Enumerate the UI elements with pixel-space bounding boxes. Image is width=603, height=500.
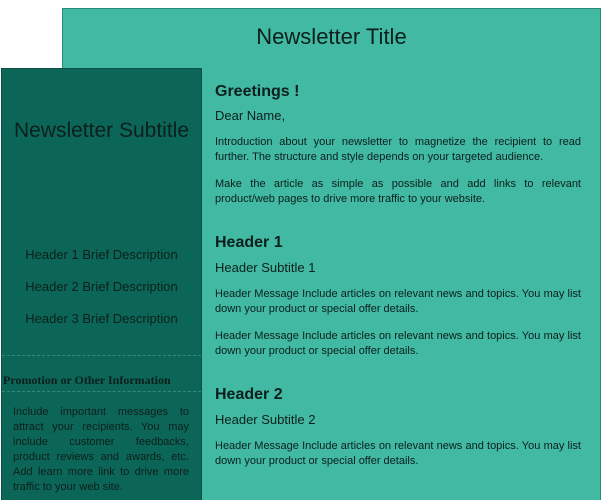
sidebar-item-header-1[interactable]: Header 1 Brief Description [25, 247, 178, 262]
section-header: Header 1 [215, 234, 283, 251]
sidebar-divider [2, 355, 201, 356]
sidebar-item-header-3[interactable]: Header 3 Brief Description [25, 311, 178, 326]
section-message: Header Message Include articles on relevant news and topics. You may list down your product or special offer details. [215, 330, 581, 357]
promo-title: Promotion or Other Information [3, 373, 171, 387]
newsletter-title: Newsletter Title [256, 24, 407, 49]
sidebar-nav [2, 247, 201, 343]
sidebar-item-header-2[interactable]: Header 2 Brief Description [25, 279, 178, 294]
main-content [215, 82, 581, 469]
sidebar-divider [2, 391, 201, 392]
greeting-heading: Greetings ! [215, 83, 300, 100]
section-subtitle: Header Subtitle 2 [215, 412, 316, 427]
section-header: Header 2 [215, 386, 283, 403]
sidebar [1, 68, 202, 500]
intro-paragraph: Introduction about your newsletter to magnetize the recipient to read further. The structure and style depends on your targeted audience. [215, 136, 581, 163]
section-message: Header Message Include articles on relevant news and topics. You may list down your product or special offer details. [215, 288, 581, 315]
promo-text: Include important messages to attract your recipients. You may include customer feedbacks, product reviews and awards, etc. Add learn more link to drive more traffic to your web site. [13, 406, 189, 493]
section-message: Header Message Include articles on relevant news and topics. You may list down your product or special offer details. [215, 440, 581, 467]
salutation: Dear Name, [215, 108, 286, 123]
section-subtitle: Header Subtitle 1 [215, 260, 316, 275]
newsletter-subtitle: Newsletter Subtitle [13, 119, 190, 142]
intro-paragraph: Make the article as simple as possible and add links to relevant product/web pages to drive more traffic to your website. [215, 178, 581, 205]
